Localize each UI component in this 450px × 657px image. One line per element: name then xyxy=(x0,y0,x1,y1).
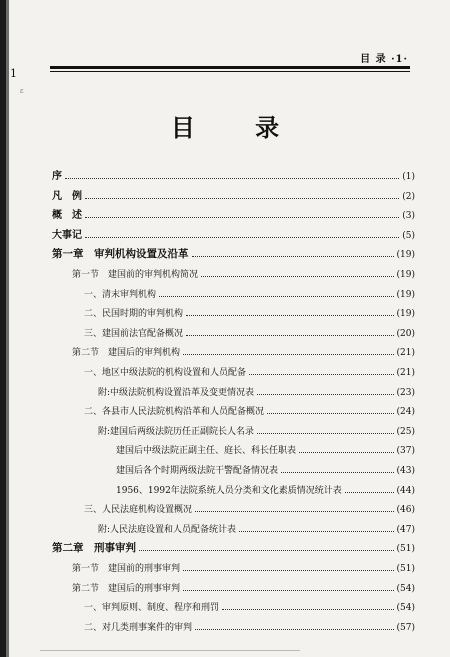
scan-speck: 1 xyxy=(10,67,17,80)
toc-entry-page: (25) xyxy=(396,426,415,437)
toc-entry-page: (19) xyxy=(396,270,415,280)
toc-leader-dots xyxy=(257,381,393,395)
toc-leader-dots xyxy=(139,537,394,551)
toc-entry xyxy=(84,498,415,518)
toc-entry xyxy=(84,596,415,616)
toc-entry-label: 附:人民法庭设置和人员配备统计表 xyxy=(98,524,237,535)
toc-entry-label: 附:建国后两级法院历任正副院长人名录 xyxy=(98,426,255,437)
toc-leader-dots xyxy=(299,439,394,453)
toc-entry xyxy=(52,537,415,557)
toc-entry xyxy=(52,224,415,244)
toc-entry xyxy=(72,341,415,361)
toc-leader-dots xyxy=(65,165,399,179)
toc-entry-label: 大事记 xyxy=(52,229,82,241)
toc-entry xyxy=(98,420,415,440)
toc-entry-label: 附:中级法院机构设置沿革及变更情况表 xyxy=(98,387,255,398)
toc-entry xyxy=(116,479,415,499)
toc-entry-page: (5) xyxy=(402,230,415,241)
toc-entry-label: 建国后中级法院正副主任、庭长、科长任职表 xyxy=(116,446,297,457)
toc-entry xyxy=(98,381,415,401)
toc-leader-dots xyxy=(159,283,394,297)
toc-entry xyxy=(84,322,415,342)
toc-entry-label: 第二节 建国后的审判机构 xyxy=(72,348,181,359)
toc-leader-dots xyxy=(239,518,393,532)
page-binding-shadow xyxy=(6,0,9,657)
toc-leader-dots xyxy=(345,479,394,493)
toc-entry-label: 序 xyxy=(52,171,62,182)
toc-leader-dots xyxy=(183,557,394,571)
toc-leader-dots xyxy=(186,322,394,336)
toc-entry-page: (44) xyxy=(396,485,415,496)
toc-entry-label: 第一节 建国前的审判机构简况 xyxy=(72,270,199,280)
toc-entry xyxy=(72,577,415,597)
toc-entry-page: (46) xyxy=(396,505,415,516)
toc-entry-label: 1956、1992年法院系统人员分类和文化素质情况统计表 xyxy=(116,485,342,496)
toc-entry-label: 一、审判原则、制度、程序和刑罚 xyxy=(84,603,220,614)
toc-entry xyxy=(52,204,415,224)
toc-entry-page: (57) xyxy=(396,622,415,633)
toc-leader-dots xyxy=(192,243,394,257)
toc-entry-page: (24) xyxy=(396,407,415,418)
toc-entry-page: (21) xyxy=(396,368,415,378)
toc-entry-page: (19) xyxy=(396,250,415,261)
running-header: 目 录 ·1· xyxy=(360,54,408,65)
toc-entry-page: (54) xyxy=(396,583,415,594)
toc-leader-dots xyxy=(85,204,399,218)
toc-leader-dots xyxy=(201,263,394,277)
toc-entry xyxy=(84,302,415,322)
toc-entry-page: (20) xyxy=(396,328,415,339)
toc-entry-page: (51) xyxy=(396,564,415,574)
toc-entry-label: 三、建国前法官配备概况 xyxy=(84,328,184,339)
toc-entry-page: (1) xyxy=(402,172,415,182)
toc-leader-dots xyxy=(183,577,394,591)
toc-entry-label: 第一章 审判机构设置及沿革 xyxy=(52,248,189,261)
toc-entry-page: (43) xyxy=(396,466,415,476)
toc-entry xyxy=(84,616,415,636)
toc-leader-dots xyxy=(257,420,393,434)
toc-entry xyxy=(72,557,415,577)
toc-entry-label: 二、各县市人民法院机构沿革和人员配备概况 xyxy=(84,407,265,418)
toc-entry xyxy=(84,283,415,303)
toc-leader-dots xyxy=(186,302,394,316)
toc-entry-page: (19) xyxy=(396,289,415,300)
toc-entry xyxy=(52,165,415,185)
toc-entry-page: (3) xyxy=(402,211,415,222)
toc-entry-label: 二、对几类刑事案件的审判 xyxy=(84,622,193,633)
toc-entry-label: 第一节 建国前的刑事审判 xyxy=(72,564,181,574)
toc-entry-page: (37) xyxy=(396,446,415,457)
toc-entry xyxy=(84,400,415,420)
toc-entry-label: 第二节 建国后的刑事审判 xyxy=(72,583,181,594)
toc-leader-dots xyxy=(281,459,394,473)
toc-leader-dots xyxy=(249,361,394,375)
page-title: 目 录 xyxy=(170,113,306,142)
toc-entry-page: (19) xyxy=(396,309,415,320)
toc-entry-page: (21) xyxy=(396,348,415,359)
toc-entry-label: 凡 例 xyxy=(52,190,82,202)
toc-leader-dots xyxy=(267,400,394,414)
header-rule-thick xyxy=(50,66,410,69)
toc-entry-label: 第二章 刑事审判 xyxy=(52,542,136,555)
toc-entry xyxy=(84,361,415,381)
bottom-edge-line xyxy=(40,650,300,651)
toc-entry xyxy=(116,459,415,479)
toc-entry-page: (47) xyxy=(396,524,415,535)
toc-entry xyxy=(52,243,415,263)
toc-leader-dots xyxy=(222,596,394,610)
toc-entry xyxy=(52,185,415,205)
toc-entry-page: (23) xyxy=(396,387,415,398)
toc-entry-page: (2) xyxy=(402,191,415,202)
toc-leader-dots xyxy=(85,224,399,238)
toc-entry-label: 二、民国时期的审判机构 xyxy=(84,309,184,320)
toc-entry-label: 概 述 xyxy=(52,210,82,222)
toc-entry-page: (54) xyxy=(396,603,415,614)
toc-entry xyxy=(116,439,415,459)
toc-leader-dots xyxy=(195,498,394,512)
scan-speck-small: ε xyxy=(20,87,24,95)
toc-leader-dots xyxy=(183,341,394,355)
toc-entry-page: (51) xyxy=(396,544,415,555)
toc-entry xyxy=(98,518,415,538)
toc-entry-label: 一、地区中级法院的机构设置和人员配备 xyxy=(84,368,247,378)
toc-leader-dots xyxy=(85,185,399,199)
header-rule-thin xyxy=(50,71,410,72)
toc-leader-dots xyxy=(195,616,394,630)
toc-entry-label: 建国后各个时期两级法院干警配备情况表 xyxy=(116,466,279,476)
toc-entry-label: 三、人民法庭机构设置概况 xyxy=(84,505,193,516)
toc-entry xyxy=(72,263,415,283)
toc-entry-label: 一、清末审判机构 xyxy=(84,289,157,300)
